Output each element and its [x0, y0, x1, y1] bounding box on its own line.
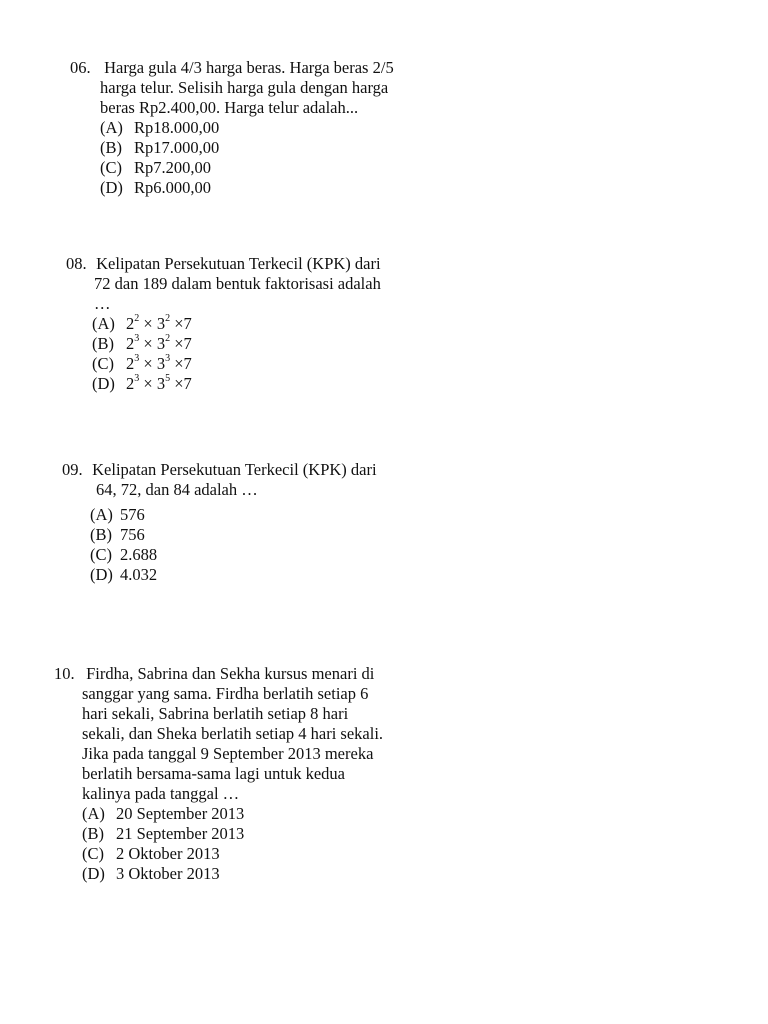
question-text-line: Harga gula 4/3 harga beras. Harga beras 2/5 — [104, 58, 394, 77]
answer-option-d[interactable]: (D) 3 Oktober 2013 — [82, 864, 220, 883]
question-text-line: Jika pada tanggal 9 September 2013 mereka — [82, 744, 374, 763]
question-text-line: … — [94, 294, 111, 313]
answer-option-b[interactable]: (B) 21 September 2013 — [82, 824, 245, 843]
question-text-line: sanggar yang sama. Firdha berlatih setiap 6 — [82, 684, 369, 703]
question-text-line: hari sekali, Sabrina berlatih setiap 8 hari — [82, 704, 349, 723]
answer-options — [66, 314, 381, 394]
question-text-line: Kelipatan Persekutuan Terkecil (KPK) dari — [96, 254, 381, 273]
question-text-line: berlatih bersama-sama lagi untuk kedua — [82, 764, 345, 783]
question-text-line: Kelipatan Persekutuan Terkecil (KPK) dari — [92, 460, 377, 479]
answer-option-c[interactable]: (C) Rp7.200,00 — [100, 158, 212, 177]
answer-option-c[interactable]: (C) 2 Oktober 2013 — [82, 844, 220, 863]
answer-option-c[interactable]: (C) 2.688 — [90, 545, 158, 564]
question-text-line: beras Rp2.400,00. Harga telur adalah... — [100, 98, 359, 117]
question-text-line: harga telur. Selisih harga gula dengan harga — [100, 78, 389, 97]
question-number: 08. — [66, 254, 87, 273]
answer-option-c[interactable]: (C) $2^3 \times 3^3 \times 7$ — [92, 352, 192, 373]
question-09 — [62, 460, 377, 585]
answer-option-d[interactable]: (D) 4.032 — [90, 565, 158, 584]
question-text-line: kalinya pada tanggal … — [82, 784, 240, 803]
answer-option-b[interactable]: (B) Rp17.000,00 — [100, 138, 220, 157]
question-text-line: Firdha, Sabrina dan Sekha kursus menari di — [86, 664, 375, 683]
question-06 — [70, 58, 394, 198]
answer-option-d[interactable]: (D) Rp6.000,00 — [100, 178, 212, 197]
question-text-line: 72 dan 189 dalam bentuk faktorisasi adalah — [94, 274, 381, 293]
answer-options — [54, 804, 383, 884]
question-text-line: sekali, dan Sheka berlatih setiap 4 hari sekali. — [82, 724, 384, 743]
question-08 — [66, 254, 381, 394]
answer-option-a[interactable]: (A) Rp18.000,00 — [100, 118, 220, 137]
question-10 — [54, 664, 383, 884]
question-number: 06. — [70, 58, 91, 77]
answer-option-b[interactable]: (B) $2^3 \times 3^2 \times 7$ — [92, 332, 192, 353]
answer-option-a[interactable]: (A) $2^2 \times 3^2 \times 7$ — [92, 312, 192, 333]
answer-option-a[interactable]: (A) 20 September 2013 — [82, 804, 245, 823]
answer-option-a[interactable]: (A) 576 — [90, 505, 145, 524]
question-text-line: 64, 72, dan 84 adalah … — [96, 480, 258, 499]
answer-options — [62, 505, 377, 585]
question-number: 09. — [62, 460, 83, 479]
answer-option-d[interactable]: (D) $2^3 \times 3^5 \times 7$ — [92, 372, 192, 393]
answer-option-b[interactable]: (B) 756 — [90, 525, 145, 544]
answer-options — [70, 118, 394, 198]
question-number: 10. — [54, 664, 75, 683]
